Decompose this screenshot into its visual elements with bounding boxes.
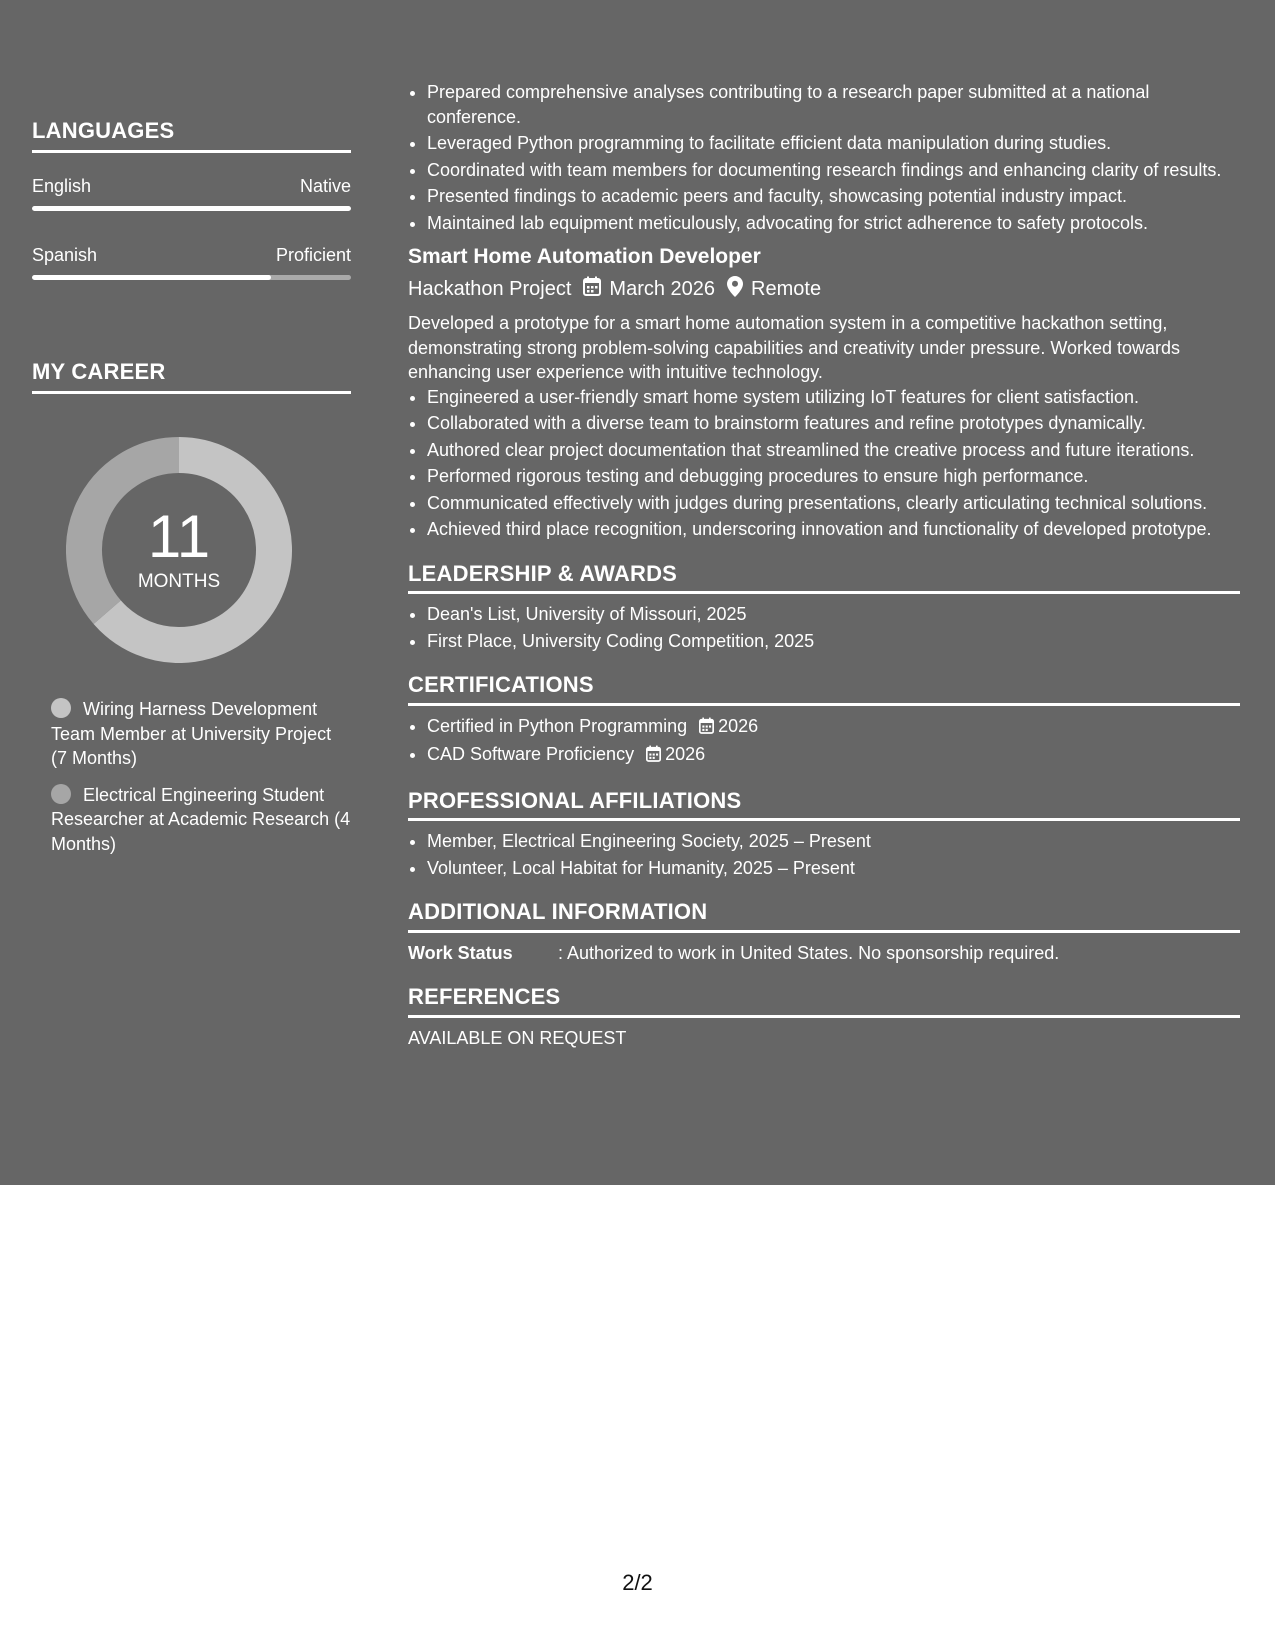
previous-role-bullets: [408, 80, 1240, 235]
role-bullets: [408, 385, 1240, 542]
work-status-value: : Authorized to work in United States. No sponsorship required.: [558, 942, 1060, 963]
list-item: • Dean's List, University of Missouri, 2025: [427, 602, 1240, 627]
certification-name: CAD Software Proficiency: [427, 744, 635, 764]
language-name: Spanish: [32, 245, 98, 265]
role-location: Remote: [751, 278, 822, 300]
calendar-icon: [646, 744, 661, 769]
calendar-icon: [583, 276, 601, 303]
references-section: [408, 985, 1240, 1050]
work-status-label: Work Status: [408, 942, 513, 963]
legend-dot-icon: [51, 784, 71, 804]
location-pin-icon: [727, 276, 743, 304]
list-item: • Volunteer, Local Habitat for Humanity, 2025 – Present: [427, 856, 1240, 881]
list-item: [427, 714, 1240, 741]
certification-year: 2026: [718, 715, 759, 736]
career-legend-label: Wiring Harness Development Team Member at University Project (7 Months): [51, 699, 332, 768]
additional-info-heading: ADDITIONAL INFORMATION: [408, 900, 1240, 933]
list-item: • Authored clear project documentation that streamlined the creative process and future iterations.: [427, 438, 1240, 463]
list-item: • Prepared comprehensive analyses contributing to a research paper submitted at a national conference.: [427, 80, 1240, 129]
role-date: March 2026: [609, 278, 716, 300]
list-item: • Communicated effectively with judges during presentations, clearly articulating technical solutions.: [427, 491, 1240, 516]
career-legend-item: [51, 697, 351, 771]
page-number: 2/2: [622, 1570, 653, 1595]
list-item: • Presented findings to academic peers and faculty, showcasing potential industry impact.: [427, 184, 1240, 209]
language-level: Native: [299, 176, 351, 196]
list-item: • Performed rigorous testing and debugging procedures to ensure high performance.: [427, 464, 1240, 489]
career-heading: MY CAREER: [32, 359, 351, 394]
role-title: Smart Home Automation Developer: [408, 245, 761, 268]
languages-heading: LANGUAGES: [32, 118, 351, 153]
affiliations-heading: PROFESSIONAL AFFILIATIONS: [408, 789, 1240, 822]
career-legend-item: [51, 783, 351, 857]
role-meta: [408, 276, 1240, 304]
career-legend-label: Electrical Engineering Student Researcher at Academic Research (4 Months): [51, 784, 351, 854]
career-legend: [51, 697, 351, 868]
role-description: Developed a prototype for a smart home automation system in a competitive hackathon setting, demonstrating strong problem-solving capabilities and creativity under pressure. Worked towards enhancing user experience with intuitive technology.: [408, 313, 1181, 382]
career-total-unit: MONTHS: [137, 571, 221, 592]
leadership-section: [408, 562, 1240, 654]
calendar-icon: [699, 716, 714, 741]
language-level: Proficient: [275, 245, 351, 265]
list-item: • First Place, University Coding Competition, 2025: [427, 629, 1240, 654]
additional-info-section: [408, 900, 1240, 965]
language-proficiency-bar: [32, 275, 351, 280]
certifications-heading: CERTIFICATIONS: [408, 673, 1240, 706]
language-proficiency-fill: [32, 275, 271, 280]
references-heading: REFERENCES: [408, 985, 1240, 1018]
certification-year: 2026: [665, 744, 706, 764]
list-item: • Maintained lab equipment meticulously, advocating for strict adherence to safety protocols.: [427, 211, 1240, 236]
language-name: English: [32, 176, 92, 196]
certifications-section: [408, 673, 1240, 769]
language-proficiency-fill: [32, 206, 351, 211]
references-text: AVAILABLE ON REQUEST: [408, 1027, 627, 1048]
list-item: • Leveraged Python programming to facilitate efficient data manipulation during studies.: [427, 131, 1240, 156]
affiliations-section: [408, 789, 1240, 881]
career-total-number: 11: [147, 503, 211, 570]
career-donut-chart: [66, 437, 292, 663]
list-item: • Engineered a user-friendly smart home system utilizing IoT features for client satisfaction.: [427, 385, 1240, 410]
list-item: • Collaborated with a diverse team to brainstorm features and refine prototypes dynamically.: [427, 411, 1240, 436]
leadership-heading: LEADERSHIP & AWARDS: [408, 562, 1240, 595]
certification-name: Certified in Python Programming: [427, 715, 688, 736]
work-status-row: [408, 941, 1240, 966]
main-content: [408, 80, 1240, 1050]
list-item: • Member, Electrical Engineering Society, 2025 – Present: [427, 829, 1240, 854]
list-item: • Achieved third place recognition, underscoring innovation and functionality of developed prototype.: [427, 517, 1240, 542]
language-proficiency-bar: [32, 206, 351, 211]
list-item: [427, 742, 1240, 769]
list-item: • Coordinated with team members for documenting research findings and enhancing clarity of results.: [427, 158, 1240, 183]
legend-dot-icon: [51, 698, 71, 718]
role-org: Hackathon Project: [408, 278, 572, 300]
